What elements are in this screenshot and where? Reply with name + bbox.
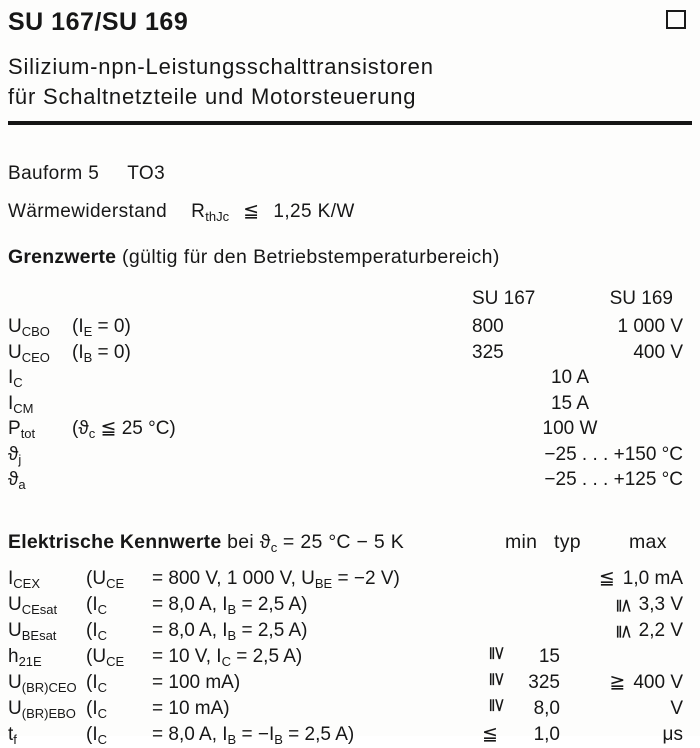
kennwerte-heading-bold: Elektrische Kennwerte <box>8 530 222 553</box>
max-value: 3,3 V <box>638 593 683 615</box>
row-symbol: $U_{(BR)EBO}$ <box>8 697 76 721</box>
row-symbol: $t_f$ <box>8 723 17 747</box>
max-cell <box>560 722 692 748</box>
min-value: 325 <box>528 671 560 693</box>
thermal-resistance-line <box>8 200 692 223</box>
grenzwerte-column-header-row <box>8 286 692 312</box>
table-row-tf <box>8 722 692 748</box>
condition-rest: = 8,0 A, $I_B = 2,5$ A) <box>152 593 308 617</box>
max-cell <box>560 592 692 618</box>
table-row-ptot <box>8 417 692 443</box>
row-symbol: $I_C$ <box>8 367 23 390</box>
corner-square-icon <box>666 10 686 29</box>
value-range: −25 . . . +150 °C <box>544 443 683 465</box>
table-row-ubesat <box>8 618 692 644</box>
max-sign: ≦ <box>613 623 635 640</box>
max-value: V <box>670 697 683 719</box>
grenzwerte-table <box>8 286 692 494</box>
thermal-label: Wärmewiderstand <box>8 201 168 222</box>
condition-quantity: ($I_C$ <box>86 671 107 695</box>
max-value: 400 V <box>633 671 683 693</box>
thermal-value: 1,25 K/W <box>273 201 355 222</box>
condition-quantity: ($I_C$ <box>86 723 107 747</box>
subtitle-line-2: für Schaltnetzteile und Motorsteuerung <box>8 84 417 109</box>
page-title: SU 167/SU 169 <box>8 8 189 36</box>
column-header-max: max <box>629 530 667 553</box>
kennwerte-heading-cond: bei $ϑ_c = 25$ °C − 5 K <box>221 530 405 555</box>
header-divider <box>8 121 692 125</box>
min-sign <box>482 566 508 592</box>
grenzwerte-heading-note: (gültig für den Betriebstemperaturbereich) <box>116 246 500 268</box>
value-su169: 400 V <box>633 341 683 363</box>
row-symbol: $P_{tot}$ <box>8 418 36 441</box>
row-symbol: $U_{BEsat}$ <box>8 619 57 643</box>
value-common: 100 W <box>542 418 598 439</box>
row-condition: $(I_E = 0)$ <box>72 316 131 339</box>
min-sign <box>482 592 508 618</box>
bauform-value: TO3 <box>127 163 166 184</box>
thermal-relation-sign: ≦ <box>243 201 260 222</box>
thermal-symbol: $R_{thJc}$ <box>191 201 230 224</box>
min-value: 8,0 <box>533 697 560 719</box>
bauform-label: Bauform 5 <box>8 163 100 184</box>
column-header-min: min <box>505 530 538 553</box>
table-row-h21e <box>8 644 692 670</box>
value-su167: 325 <box>472 341 504 363</box>
condition-quantity: ($I_C$ <box>86 593 107 617</box>
row-symbol: $U_{CBO}$ <box>8 316 50 339</box>
row-symbol: $ϑ_j$ <box>8 443 22 467</box>
condition-quantity: ($I_C$ <box>86 619 107 643</box>
condition-rest: = 10 mA) <box>152 697 230 719</box>
column-header-su167: SU 167 <box>472 288 536 309</box>
table-row-theta-j <box>8 443 692 469</box>
grenzwerte-heading <box>8 246 692 269</box>
subtitle-line-1: Silizium-npn-Leistungsschalttransistoren <box>8 54 434 79</box>
max-cell <box>560 618 692 644</box>
min-value <box>508 618 560 644</box>
row-symbol: $U_{(BR)CEO}$ <box>8 671 77 695</box>
max-value: 1,0 mA <box>622 567 683 589</box>
row-symbol: $U_{CEO}$ <box>8 341 50 365</box>
max-value: μs <box>662 723 683 745</box>
condition-rest: = 800 V, 1 000 V, $U_{BE} = -2$ V) <box>152 567 400 591</box>
condition-rest: = 100 mA) <box>152 671 241 693</box>
min-sign: ≧ <box>486 696 508 713</box>
value-su169: 1 000 V <box>617 316 683 337</box>
condition-quantity: ($I_C$ <box>86 697 107 721</box>
table-row-ubrceo <box>8 670 692 696</box>
table-row-icm <box>8 392 692 418</box>
condition-rest: = 8,0 A, $I_B = 2,5$ A) <box>152 619 308 643</box>
table-row-ic <box>8 366 692 392</box>
min-value <box>508 566 560 592</box>
row-condition: $(I_B = 0)$ <box>72 341 131 365</box>
table-row-ubrebo <box>8 696 692 722</box>
row-symbol: $h_{21E}$ <box>8 645 42 669</box>
page-header <box>8 8 692 36</box>
value-range: −25 . . . +125 °C <box>544 469 683 490</box>
min-value: 15 <box>538 645 560 667</box>
max-value: 2,2 V <box>638 619 683 641</box>
row-symbol: $I_{CEX}$ <box>8 567 41 591</box>
row-symbol: $U_{CEsat}$ <box>8 593 58 617</box>
table-row-ucbo <box>8 315 692 341</box>
kennwerte-table <box>8 566 692 748</box>
table-row-theta-a <box>8 468 692 494</box>
min-value: 1,0 <box>533 723 560 745</box>
condition-rest: = 8,0 A, $I_B = -I_B = 2,5$ A) <box>152 723 355 747</box>
value-su167: 800 <box>472 316 504 337</box>
max-cell <box>560 566 692 592</box>
min-sign: ≦ <box>482 723 498 745</box>
max-cell <box>560 670 692 696</box>
max-sign: ≦ <box>613 597 635 614</box>
grenzwerte-heading-bold: Grenzwerte <box>8 246 117 268</box>
min-sign <box>482 618 508 644</box>
max-sign: ≧ <box>609 671 626 693</box>
min-sign: ≧ <box>486 670 508 687</box>
row-symbol: $I_{CM}$ <box>8 392 34 416</box>
column-header-typ: typ <box>554 530 581 553</box>
max-sign: ≦ <box>598 567 615 589</box>
row-symbol: $ϑ_a$ <box>8 469 26 492</box>
min-value <box>508 592 560 618</box>
condition-quantity: ($U_{CE}$ <box>86 567 125 591</box>
condition-quantity: ($U_{CE}$ <box>86 645 125 669</box>
table-row-uceo <box>8 341 692 367</box>
condition-rest: = 10 V, $I_C = 2,5$ A) <box>152 645 303 669</box>
max-cell <box>560 696 692 722</box>
row-condition: ($ϑ_c$ ≦ 25 °C) <box>72 418 176 441</box>
table-row-ucesat <box>8 592 692 618</box>
max-cell <box>560 644 692 670</box>
page-subtitle <box>8 52 692 112</box>
column-header-su169: SU 169 <box>609 288 673 309</box>
bauform-line <box>8 163 692 185</box>
value-common: 15 A <box>550 392 590 414</box>
kennwerte-heading <box>8 531 692 557</box>
min-sign: ≧ <box>486 644 508 661</box>
value-common: 10 A <box>550 367 590 388</box>
table-row-icex <box>8 566 692 592</box>
